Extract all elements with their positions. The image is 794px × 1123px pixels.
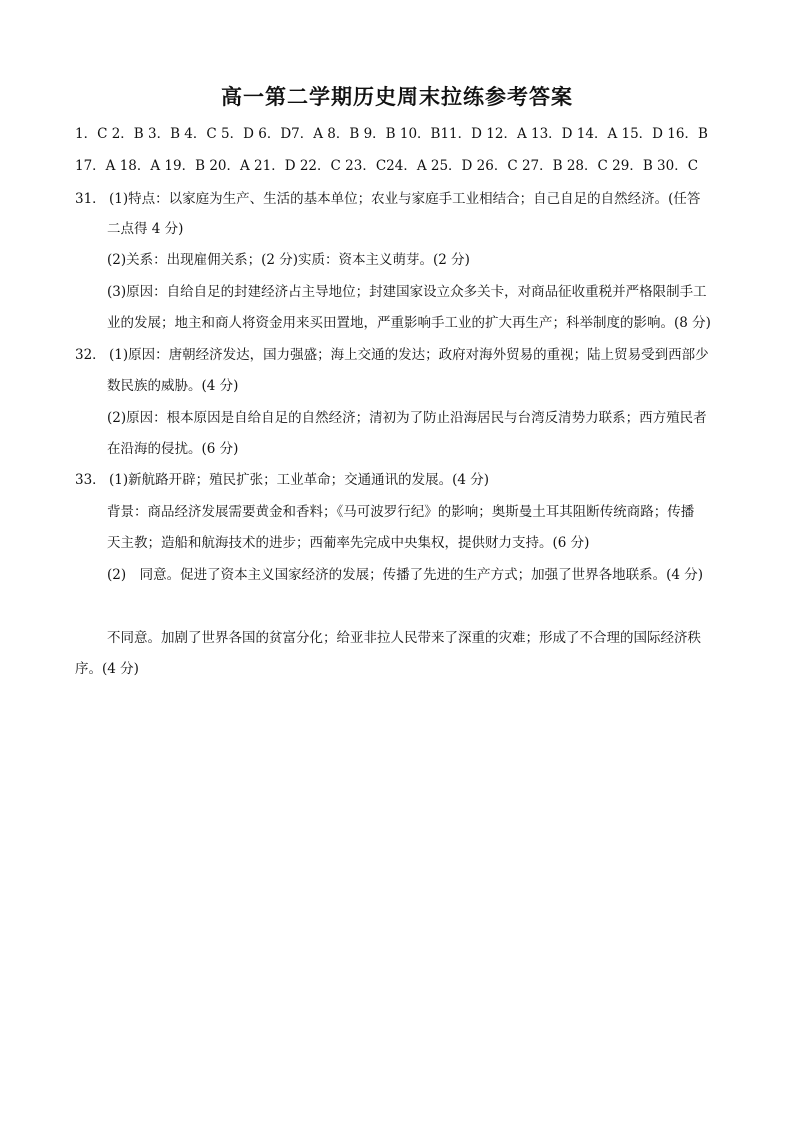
question-31-number: 31． [75,191,106,207]
question-32-part-2-line-2: 在沿海的侵扰。(6 分) [107,441,239,457]
question-31-part-1-line-1 [75,190,700,208]
question-32-part-2-line-1: (2)原因：根本原因是自给自足的自然经济；清初为了防止沿海居民与台湾反清势力联系；西方殖民者 [107,410,707,426]
question-31-part-3-line-2: 业的发展；地主和商人将资金用来买田置地，严重影响手工业的扩大再生产；科举制度的影响。(8 分) [107,315,711,331]
question-33-number: 33． [75,472,106,488]
question-33-part-2-agree: (2) 同意。促进了资本主义国家经济的发展；传播了先进的生产方式；加强了世界各地联系。(4 分) [107,567,704,583]
question-31-part-1-line-2: 二点得 4 分) [107,221,184,237]
choice-answers-line-1: 1．C 2．B 3．B 4．C 5．D 6．D7．A 8．B 9．B 10．B11．D 12．A 13．D 14．A 15．D 16．B [75,126,708,142]
question-31-part-2: (2)关系：出现雇佣关系；(2 分)实质：资本主义萌芽。(2 分) [107,252,470,268]
question-32-number: 32． [75,347,106,363]
page-title: 高一第二学期历史周末拉练参考答案 [221,85,573,109]
question-33-background-line-2: 天主教；造船和航海技术的进步；西葡率先完成中央集权，提供财力支持。(6 分) [107,535,590,551]
question-33-background-line-1: 背景：商品经济发展需要黄金和香料；《马可波罗行纪》的影响；奥斯曼土耳其阻断传统商路；传播 [107,504,695,520]
question-32-part-1-text: (1)原因：唐朝经济发达，国力强盛；海上交通的发达；政府对海外贸易的重视；陆上贸易受到西部少 [109,347,709,363]
question-32-part-1-line-2: 数民族的威胁。(4 分) [107,378,239,394]
question-33-disagree-line-2: 序。(4 分) [75,661,139,677]
question-33-part-1 [75,471,489,489]
question-31-part-3-line-1: (3)原因：自给自足的封建经济占主导地位；封建国家设立众多关卡，对商品征收重税并严格限制手工 [107,284,707,300]
question-31-part-1-text: (1)特点：以家庭为生产、生活的基本单位；农业与家庭手工业相结合；自己自足的自然经济。(任答 [109,191,701,207]
question-32-part-1-line-1 [75,346,709,364]
choice-answers-line-2: 17．A 18．A 19．B 20．A 21．D 22．C 23．C24．A 25．D 26．C 27．B 28．C 29．B 30．C [75,158,699,174]
question-33-part-1-text: (1)新航路开辟；殖民扩张；工业革命；交通通讯的发展。(4 分) [109,472,490,488]
question-33-disagree-line-1: 不同意。加剧了世界各国的贫富分化；给亚非拉人民带来了深重的灾难；形成了不合理的国际经济秩 [107,630,701,646]
